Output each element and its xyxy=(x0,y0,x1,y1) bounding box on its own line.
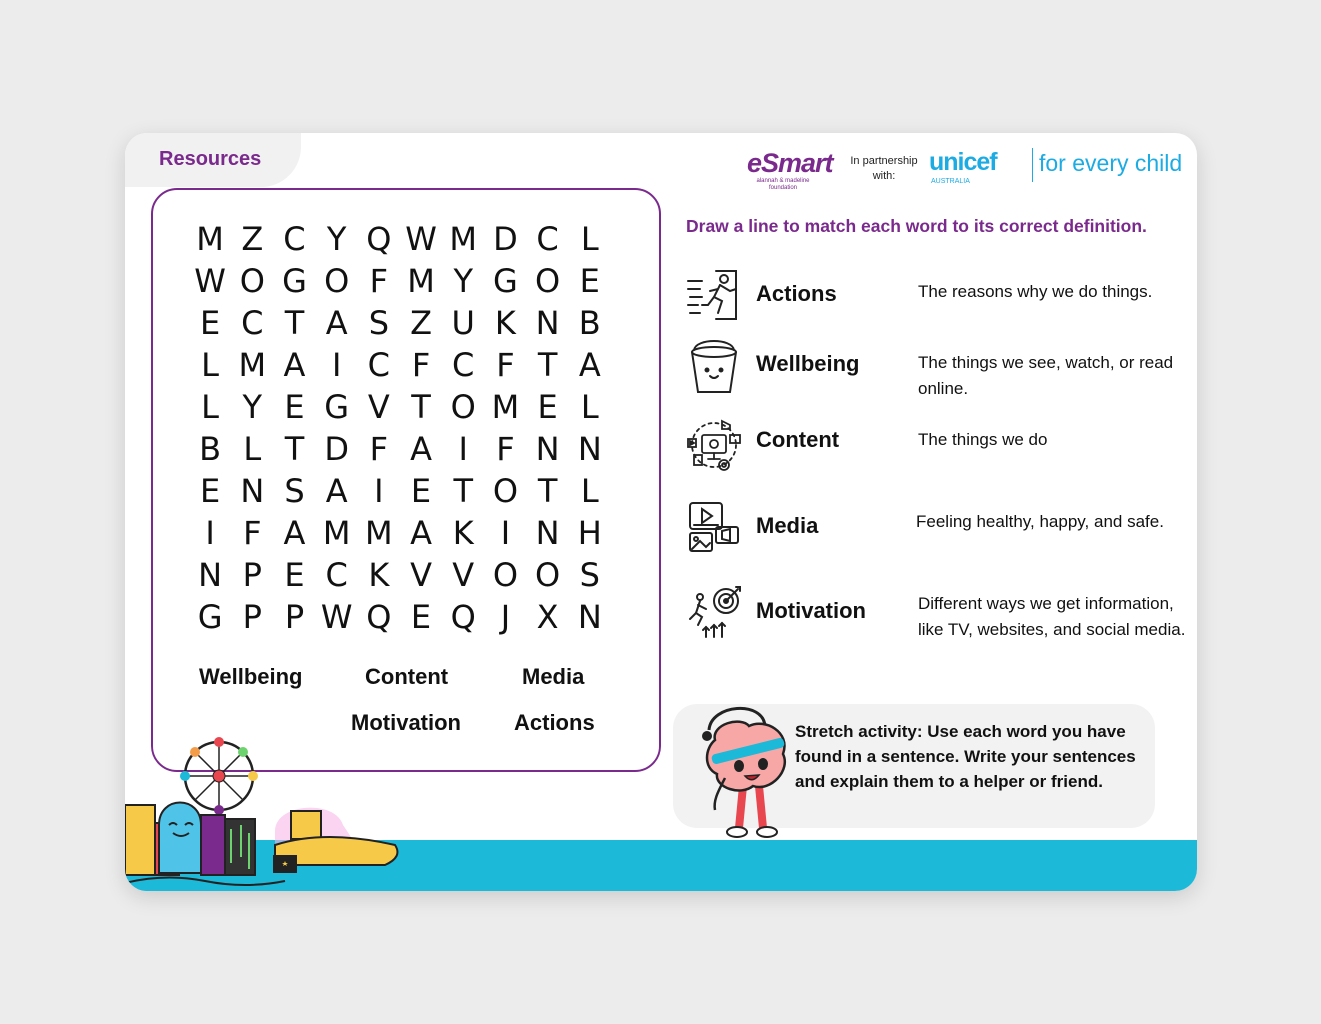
grid-letter: D xyxy=(324,430,349,468)
grid-letter: M xyxy=(322,514,351,552)
grid-letter: C xyxy=(325,556,348,594)
grid-letter: I xyxy=(374,472,384,510)
resources-tab xyxy=(125,133,301,187)
grid-letter: B xyxy=(578,304,601,342)
word-list-item: Actions xyxy=(514,710,595,735)
grid-letter: L xyxy=(580,220,599,258)
grid-letter: L xyxy=(580,472,599,510)
unicef-tagline: for every child xyxy=(1039,150,1183,176)
grid-letter: M xyxy=(449,220,478,258)
grid-letter: N xyxy=(535,304,560,342)
grid-letter: M xyxy=(407,262,435,300)
grid-letter: T xyxy=(411,388,431,426)
grid-letter: A xyxy=(410,430,432,468)
grid-letter: E xyxy=(537,388,558,426)
worksheet-card xyxy=(125,133,1197,891)
grid-letter: A xyxy=(283,346,306,384)
grid-letter: F xyxy=(411,346,431,384)
grid-letter: Z xyxy=(410,304,432,342)
grid-letter: T xyxy=(453,472,473,510)
grid-letter: O xyxy=(535,262,561,300)
grid-letter: C xyxy=(283,220,306,258)
grid-letter: G xyxy=(282,262,307,300)
grid-letter: I xyxy=(500,514,511,552)
grid-letter: E xyxy=(199,304,221,342)
grid-letter: W xyxy=(194,262,226,300)
grid-letter: K xyxy=(368,556,390,594)
grid-letter: Q xyxy=(450,598,476,636)
grid-letter: G xyxy=(197,598,223,636)
grid-letter: O xyxy=(535,556,561,594)
match-row-actions xyxy=(686,269,1186,329)
target-runner-icon xyxy=(686,585,742,641)
grid-letter: P xyxy=(284,598,305,636)
stretch-activity-text: Stretch activity: Use each word you have found in a sentence. Write your sentences and explain them to a helper or friend. xyxy=(795,722,1136,791)
city-scene-illustration xyxy=(125,733,425,891)
match-definition: The reasons why we do things. xyxy=(918,282,1153,301)
match-word: Actions xyxy=(756,281,837,306)
word-list-item: Content xyxy=(365,664,449,689)
grid-letter: S xyxy=(368,304,389,342)
grid-letter: M xyxy=(491,388,520,426)
grid-letter: A xyxy=(578,346,601,384)
grid-letter: M xyxy=(238,346,267,384)
grid-letter: Y xyxy=(453,262,473,300)
grid-letter: S xyxy=(284,472,305,510)
grid-letter: A xyxy=(325,304,348,342)
media-devices-icon xyxy=(686,499,742,555)
grid-letter: P xyxy=(242,598,262,636)
grid-letter: V xyxy=(367,388,390,426)
grid-letter: A xyxy=(410,514,432,552)
grid-letter: T xyxy=(537,472,558,510)
grid-letter: W xyxy=(320,598,353,636)
match-word: Content xyxy=(756,427,840,452)
grid-letter: F xyxy=(369,430,389,468)
grid-letter: S xyxy=(579,556,600,594)
grid-letter: Y xyxy=(242,388,263,426)
grid-letter: I xyxy=(331,346,342,384)
grid-letter: F xyxy=(496,430,515,468)
logo-divider xyxy=(1032,148,1033,182)
grid-letter: N xyxy=(535,430,560,468)
grid-letter: C xyxy=(367,346,391,384)
grid-letter: O xyxy=(492,556,518,594)
grid-letter: M xyxy=(365,514,393,552)
match-word: Wellbeing xyxy=(756,351,860,376)
grid-letter: V xyxy=(410,556,432,594)
grid-letter: C xyxy=(241,304,264,342)
grid-letter: C xyxy=(452,346,475,384)
smiling-bucket-icon xyxy=(686,336,742,398)
matching-instruction: Draw a line to match each word to its correct definition. xyxy=(686,216,1147,236)
grid-letter: G xyxy=(493,262,518,300)
grid-letter: P xyxy=(242,556,262,594)
grid-letter: N xyxy=(198,556,223,594)
grid-letter: E xyxy=(410,598,432,636)
grid-letter: J xyxy=(500,598,511,636)
match-definition: The things we see, watch, or read online. xyxy=(918,353,1174,398)
match-row-media xyxy=(686,499,1186,559)
grid-letter: C xyxy=(536,220,559,258)
match-word: Motivation xyxy=(756,598,866,623)
match-row-motivation xyxy=(686,585,1186,669)
grid-letter: L xyxy=(201,388,219,426)
unicef-logo-subtext: AUSTRALIA xyxy=(931,178,970,185)
word-search-panel xyxy=(151,188,661,772)
match-definition: Feeling healthy, happy, and safe. xyxy=(916,512,1164,531)
grid-letter: L xyxy=(580,388,599,426)
word-search-grid xyxy=(189,218,611,638)
grid-letter: H xyxy=(577,514,602,552)
grid-letter: A xyxy=(283,514,306,552)
grid-letter: O xyxy=(450,388,476,426)
grid-letter: U xyxy=(451,304,475,342)
brain-mascot-illustration xyxy=(685,700,795,840)
esmart-logo-subtext: alannah & madeline foundation xyxy=(756,178,810,191)
grid-letter: E xyxy=(284,556,305,594)
grid-letter: O xyxy=(239,262,265,300)
grid-letter: E xyxy=(410,472,432,510)
grid-letter: K xyxy=(452,514,474,552)
grid-letter: F xyxy=(369,262,389,300)
word-list-item: Motivation xyxy=(351,710,461,735)
match-word: Media xyxy=(756,513,819,538)
word-list-item: Wellbeing xyxy=(199,664,303,689)
resources-label: Resources xyxy=(159,148,262,170)
grid-letter: A xyxy=(325,472,348,510)
grid-letter: I xyxy=(205,514,215,552)
match-row-wellbeing xyxy=(686,336,1186,406)
grid-letter: Q xyxy=(366,220,392,258)
grid-letter: F xyxy=(243,514,262,552)
grid-letter: N xyxy=(535,514,560,552)
grid-letter: V xyxy=(452,556,475,594)
grid-letter: N xyxy=(240,472,265,510)
esmart-logo: eSmart xyxy=(747,148,833,178)
match-definition: The things we do xyxy=(918,430,1048,449)
grid-letter: T xyxy=(284,430,305,468)
grid-letter: X xyxy=(536,598,559,636)
partner-logos xyxy=(747,146,1187,196)
grid-letter: I xyxy=(458,430,468,468)
grid-letter: E xyxy=(579,262,600,300)
grid-letter: B xyxy=(199,430,222,468)
grid-letter: W xyxy=(405,220,437,258)
grid-letter: L xyxy=(243,430,262,468)
unicef-logo: unicef xyxy=(929,148,997,176)
grid-letter: D xyxy=(493,220,518,258)
grid-letter: Q xyxy=(366,598,392,636)
grid-letter: O xyxy=(324,262,350,300)
grid-letter: G xyxy=(324,388,350,426)
grid-letter: Z xyxy=(241,220,264,258)
grid-letter: L xyxy=(201,346,219,384)
grid-letter: E xyxy=(199,472,221,510)
grid-letter: N xyxy=(577,430,602,468)
grid-letter: M xyxy=(196,220,224,258)
grid-letter: T xyxy=(284,304,305,342)
word-list-item: Media xyxy=(522,664,585,689)
grid-letter: O xyxy=(492,472,518,510)
content-creation-icon xyxy=(686,417,742,473)
grid-letter: N xyxy=(577,598,602,636)
grid-letter: E xyxy=(284,388,305,426)
running-person-icon xyxy=(686,269,742,325)
match-row-content xyxy=(686,417,1186,477)
grid-letter: Y xyxy=(326,220,347,258)
grid-letter: F xyxy=(496,346,515,384)
grid-letter: T xyxy=(537,346,558,384)
match-definition: Different ways we get information, like TV, websites, and social media. xyxy=(918,594,1186,639)
partnership-text: In partnership with: xyxy=(850,155,918,182)
grid-letter: K xyxy=(494,304,516,342)
